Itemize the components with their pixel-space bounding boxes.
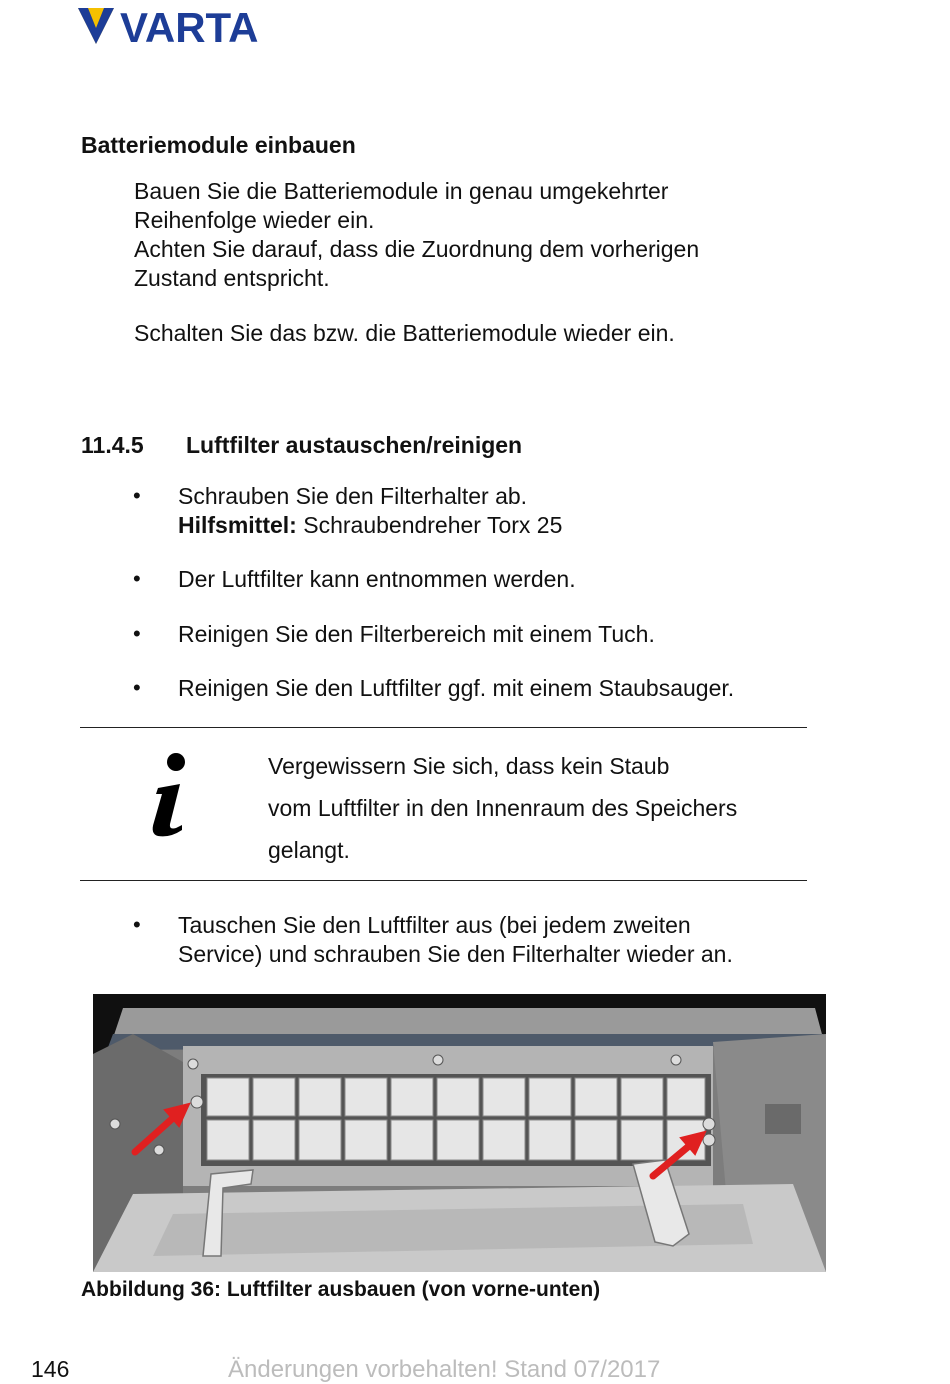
divider-bottom	[80, 880, 807, 881]
tool-label: Hilfsmittel:	[178, 512, 297, 538]
tool-value: Schraubendreher Torx 25	[296, 512, 563, 538]
bullet-marker: •	[133, 912, 141, 937]
figure-caption: Abbildung 36: Luftfilter ausbauen (von vorne-unten)	[81, 1278, 601, 1301]
subsection-number: 11.4.5	[81, 432, 144, 458]
paragraph-line: Achten Sie darauf, dass die Zuordnung dem vorherigen	[134, 236, 700, 262]
divider-top	[80, 727, 807, 728]
logo-text: VARTA	[120, 6, 259, 46]
bullet-line: Service) und schrauben Sie den Filterhalter wieder an.	[178, 941, 733, 967]
bullet-line: Schrauben Sie den Filterhalter ab.	[178, 483, 528, 509]
paragraph-line: Reihenfolge wieder ein.	[134, 207, 375, 233]
section-heading: Batteriemodule einbauen	[81, 132, 356, 158]
bullet-item	[178, 482, 562, 540]
subsection-title: Luftfilter austauschen/reinigen	[186, 432, 523, 458]
section-paragraph	[134, 177, 699, 293]
bullet-item	[178, 911, 733, 969]
bullet-marker: •	[133, 675, 141, 700]
bullet-tool-line	[178, 511, 562, 540]
section-paragraph-2: Schalten Sie das bzw. die Batteriemodule wieder ein.	[134, 320, 675, 346]
info-line: Vergewissern Sie sich, dass kein Staub	[268, 753, 670, 779]
info-icon	[146, 748, 194, 838]
bullet-line: Tauschen Sie den Luftfilter aus (bei jedem zweiten	[178, 912, 691, 938]
air-filter-figure	[93, 994, 826, 1272]
info-text	[268, 745, 798, 871]
info-line: vom Luftfilter in den Innenraum des Speichers	[268, 795, 738, 821]
bullet-item: Der Luftfilter kann entnommen werden.	[178, 566, 576, 592]
bullet-item: Reinigen Sie den Luftfilter ggf. mit einem Staubsauger.	[178, 675, 735, 701]
bullet-item: Reinigen Sie den Filterbereich mit einem Tuch.	[178, 621, 655, 647]
paragraph-line: Bauen Sie die Batteriemodule in genau umgekehrter	[134, 178, 669, 204]
varta-logo	[78, 6, 300, 46]
page-number: 146	[31, 1356, 70, 1382]
bullet-marker: •	[133, 621, 141, 646]
footer-note: Änderungen vorbehalten! Stand 07/2017	[228, 1356, 661, 1383]
bullet-marker: •	[133, 483, 141, 508]
paragraph-line: Zustand entspricht.	[134, 265, 330, 291]
info-line: gelangt.	[268, 837, 350, 863]
bullet-marker: •	[133, 566, 141, 591]
